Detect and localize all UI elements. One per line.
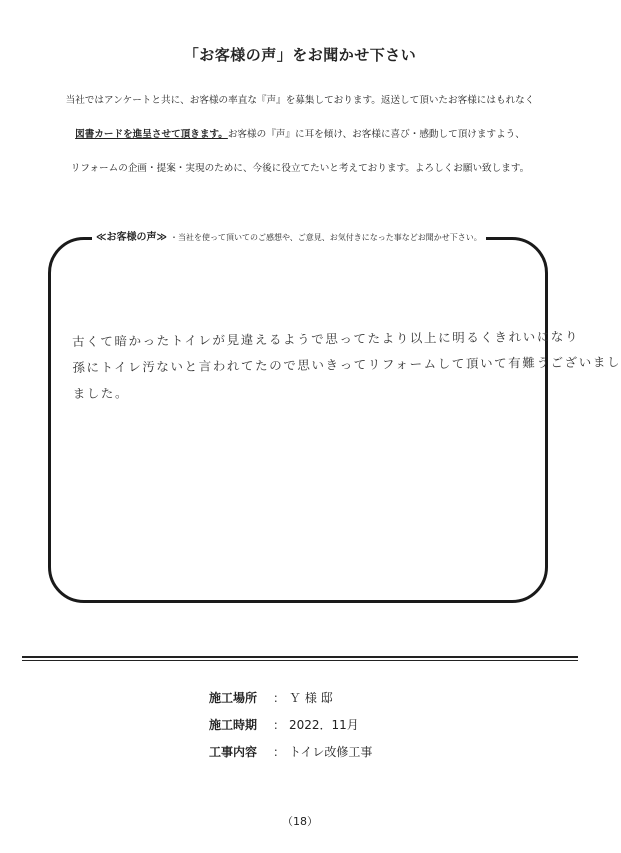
gift-card-notice: 図書カードを進呈させて頂きます。 [75, 129, 228, 140]
detail-label: 工事内容 [209, 745, 258, 759]
divider-thin [22, 660, 578, 661]
detail-colon: ： [272, 691, 285, 705]
detail-value: Ｙ 様 邸 [289, 691, 333, 705]
intro-line-2 [0, 128, 600, 142]
page-title: 「お客様の声」をお聞かせ下さい [183, 46, 417, 64]
detail-row-date [209, 717, 372, 744]
detail-label: 施工時期 [209, 718, 258, 732]
detail-value: トイレ改修工事 [289, 745, 373, 759]
customer-voice-box [48, 237, 621, 603]
detail-label: 施工場所 [209, 691, 258, 705]
handwritten-line-3: ました。 [72, 385, 130, 401]
detail-colon: ： [272, 745, 285, 759]
handwritten-line-1: 古くて暗かったトイレが見違えるようで思ってたより以上に明るくきれいになり [72, 328, 580, 349]
customer-voice-label [92, 228, 486, 243]
handwritten-line-2: 孫にトイレ汚ないと言われてたので思いきってリフォームして頂いて有難うございまし [72, 354, 621, 375]
handwritten-comment [72, 324, 621, 407]
detail-value: 2022．11月 [289, 718, 359, 732]
intro-line-3: リフォームの企画・提案・実現のために、今後に役立てたいと考えております。よろしくお願い致します。 [70, 163, 530, 174]
detail-row-location [209, 690, 372, 717]
voice-box-heading: ≪お客様の声≫ [96, 232, 167, 243]
detail-row-work [209, 744, 372, 771]
divider-thick [22, 656, 578, 658]
detail-colon: ： [272, 718, 285, 732]
page-number: （18） [282, 815, 318, 828]
intro-line-1: 当社ではアンケートと共に、お客様の率直な『声』を募集しております。返送して頂いたお客様にはもれなく [65, 95, 535, 106]
voice-box-instructions: ・当社を使って頂いてのご感想や、ご意見、お気付きになった事などお聞かせ下さい。 [169, 233, 482, 242]
project-details [209, 690, 372, 771]
intro-line-2-rest: お客様の『声』に耳を傾け、お客様に喜び・感動して頂けますよう、 [227, 129, 525, 140]
